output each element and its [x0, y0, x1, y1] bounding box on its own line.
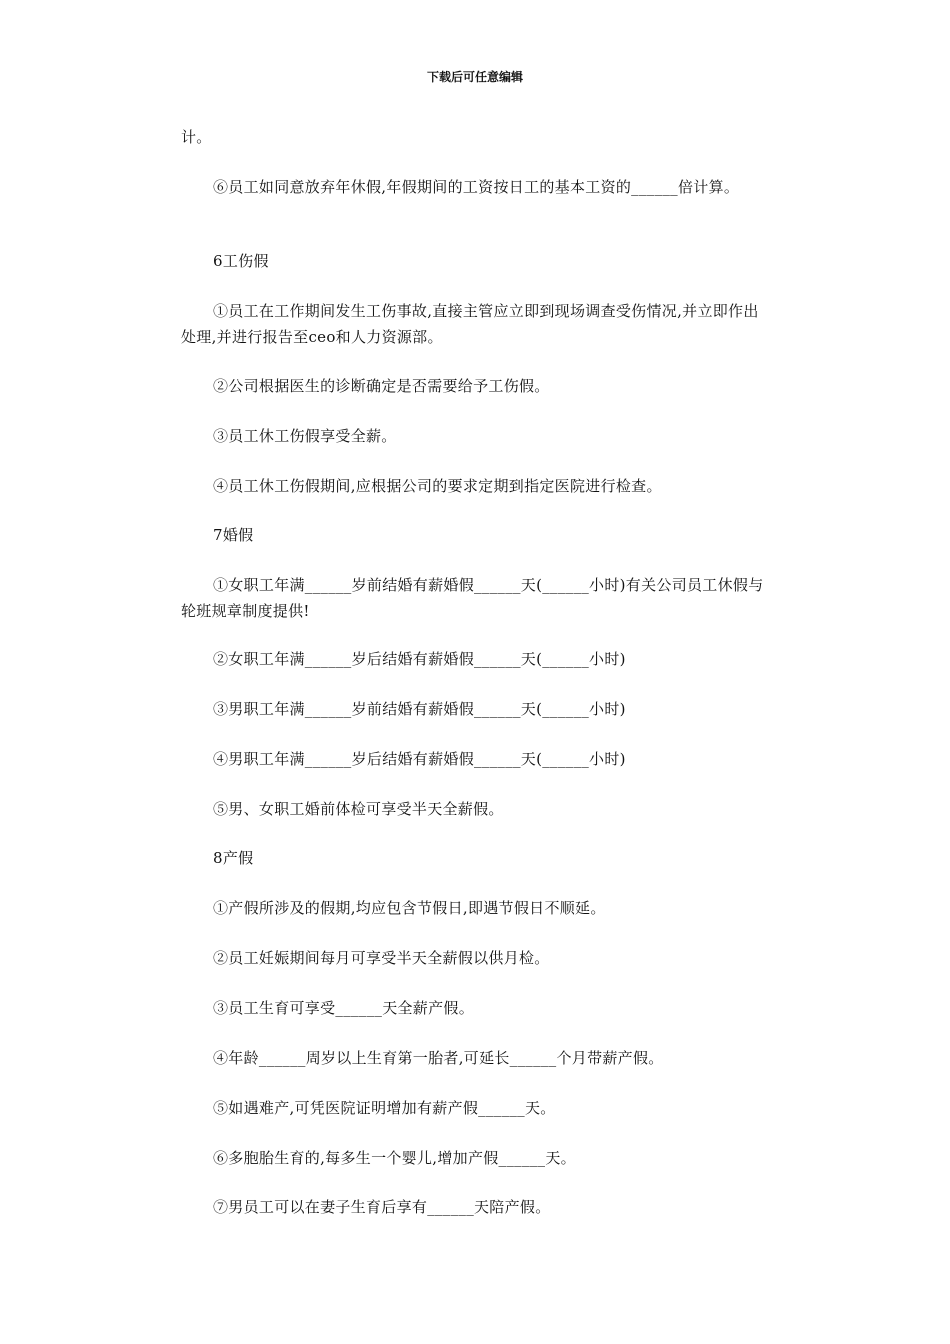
- paragraph-injury-item-3: ③员工休工伤假享受全薪。: [213, 427, 397, 445]
- paragraph-marriage-item-3: ③男职工年满______岁前结婚有薪婚假______天(______小时): [213, 700, 626, 718]
- paragraph-maternity-item-5: ⑤如遇难产,可凭医院证明增加有薪产假______天。: [213, 1099, 556, 1117]
- section-heading-marriage-leave: 7婚假: [213, 526, 254, 544]
- paragraph-injury-item-4: ④员工休工伤假期间,应根据公司的要求定期到指定医院进行检查。: [213, 477, 662, 495]
- paragraph-injury-item-1: ①员工在工作期间发生工伤事故,直接主管应立即到现场调查受伤情况,并立即作出处理,并进行报告至ceo和人力资源部。: [181, 302, 759, 346]
- paragraph-annual-leave-item-6: ⑥员工如同意放弃年休假,年假期间的工资按日工的基本工资的______倍计算。: [213, 178, 740, 196]
- paragraph-marriage-item-1: ①女职工年满______岁前结婚有薪婚假______天(______小时)有关公司员工休假与轮班规章制度提供!: [181, 576, 764, 620]
- section-heading-maternity-leave: 8产假: [213, 849, 254, 867]
- section-heading-injury-leave: 6工伤假: [213, 252, 269, 270]
- page-header: 下载后可任意编辑: [426, 70, 523, 84]
- paragraph-marriage-item-4: ④男职工年满______岁后结婚有薪婚假______天(______小时): [213, 750, 626, 768]
- paragraph-maternity-item-2: ②员工妊娠期间每月可享受半天全薪假以供月检。: [213, 949, 550, 967]
- paragraph-continuation: 计。: [181, 128, 212, 146]
- paragraph-maternity-item-3: ③员工生育可享受______天全薪产假。: [213, 999, 475, 1017]
- paragraph-marriage-item-2: ②女职工年满______岁后结婚有薪婚假______天(______小时): [213, 650, 626, 668]
- paragraph-maternity-item-4: ④年龄______周岁以上生育第一胎者,可延长______个月带薪产假。: [213, 1049, 664, 1067]
- paragraph-maternity-item-6: ⑥多胞胎生育的,每多生一个婴儿,增加产假______天。: [213, 1149, 576, 1167]
- paragraph-maternity-item-1: ①产假所涉及的假期,均应包含节假日,即遇节假日不顺延。: [213, 899, 606, 917]
- paragraph-maternity-item-7: ⑦男员工可以在妻子生育后享有______天陪产假。: [213, 1198, 551, 1216]
- paragraph-injury-item-2: ②公司根据医生的诊断确定是否需要给予工伤假。: [213, 377, 550, 395]
- paragraph-marriage-item-5: ⑤男、女职工婚前体检可享受半天全薪假。: [213, 800, 504, 818]
